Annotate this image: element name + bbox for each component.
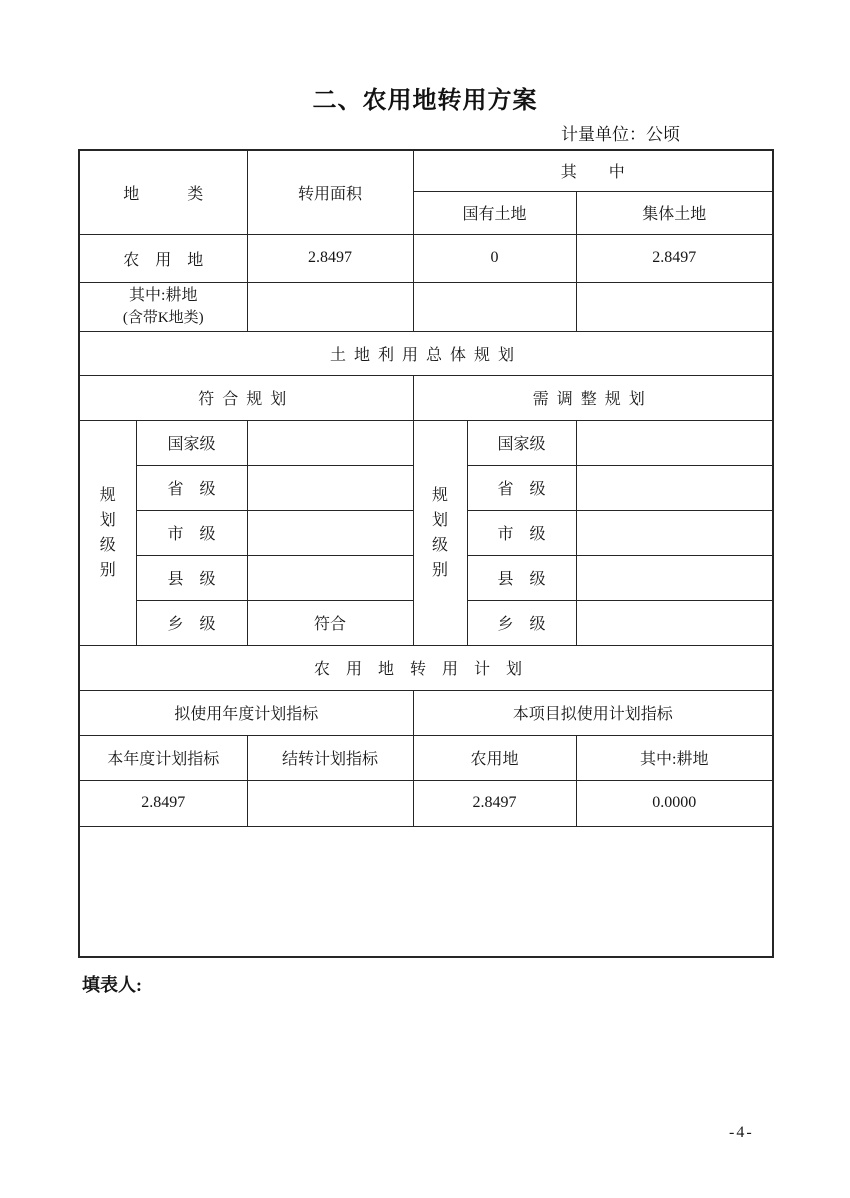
cultivated-value-cell: 0.0000: [576, 780, 773, 826]
adjust-level-axis-label: 规划级别: [432, 486, 449, 579]
cultivated-label-line2: (含带K地类): [122, 309, 204, 326]
comply-level-axis-label: 规划级别: [99, 486, 116, 579]
notes-empty-cell: [79, 826, 773, 957]
conversion-plan-title-row: [79, 645, 773, 690]
cultivated-state-cell: [413, 282, 576, 331]
adjust-county-value-cell: [576, 555, 773, 600]
level-row-national: [79, 420, 773, 465]
agricultural-land-row: [79, 234, 773, 282]
comply-county-label-cell: 县 级: [136, 555, 247, 600]
adjust-province-value-cell: [576, 465, 773, 510]
comply-header-cell: 符合规划: [79, 375, 413, 420]
agricultural-col-cell: 农用地: [413, 735, 576, 780]
cultivated-col-cell: 其中:耕地: [576, 735, 773, 780]
header-row-1: [79, 150, 773, 191]
adjust-city-value-cell: [576, 510, 773, 555]
adjust-national-label-cell: 国家级: [467, 420, 576, 465]
agricultural-value-cell: 2.8497: [413, 780, 576, 826]
quota-columns-row: [79, 735, 773, 780]
overall-plan-title-cell: 土地利用总体规划: [79, 331, 773, 375]
land-conversion-table: [78, 149, 774, 958]
comply-township-label-cell: 乡 级: [136, 600, 247, 645]
comply-county-value-cell: [247, 555, 413, 600]
page-title: 二、农用地转用方案: [312, 87, 538, 114]
unit-label: 计量单位：公顷: [561, 125, 680, 144]
adjust-township-value-cell: [576, 600, 773, 645]
conversion-area-header-cell: 转用面积: [247, 150, 413, 234]
cultivated-label-cell: [79, 282, 247, 331]
annual-indicator-value-cell: 2.8497: [79, 780, 247, 826]
agricultural-label-cell: 农 用 地: [79, 234, 247, 282]
comply-province-label-cell: 省 级: [136, 465, 247, 510]
agricultural-state-cell: 0: [413, 234, 576, 282]
cultivated-collective-cell: [576, 282, 773, 331]
comply-national-label-cell: 国家级: [136, 420, 247, 465]
comply-city-label-cell: 市 级: [136, 510, 247, 555]
form-filler-label: 填表人:: [82, 975, 142, 995]
cultivated-land-row: [79, 282, 773, 331]
adjust-header-cell: 需调整规划: [413, 375, 773, 420]
project-quota-header-cell: 本项目拟使用计划指标: [413, 690, 773, 735]
among-which-header-cell: 其 中: [413, 150, 773, 191]
adjust-county-label-cell: 县 级: [467, 555, 576, 600]
quota-header-row: [79, 690, 773, 735]
adjust-national-value-cell: [576, 420, 773, 465]
carryover-indicator-col-cell: 结转计划指标: [247, 735, 413, 780]
comply-level-axis-cell: [79, 420, 136, 645]
carryover-indicator-value-cell: [247, 780, 413, 826]
comply-city-value-cell: [247, 510, 413, 555]
annual-quota-header-cell: 拟使用年度计划指标: [79, 690, 413, 735]
comply-national-value-cell: [247, 420, 413, 465]
cultivated-label-line1: 其中:耕地: [129, 286, 198, 304]
agricultural-collective-cell: 2.8497: [576, 234, 773, 282]
land-class-header-cell: 地 类: [79, 150, 247, 234]
notes-row: [79, 826, 773, 957]
annual-indicator-col-cell: 本年度计划指标: [79, 735, 247, 780]
cultivated-label-text: [82, 284, 245, 330]
cultivated-total-cell: [247, 282, 413, 331]
adjust-province-label-cell: 省 级: [467, 465, 576, 510]
adjust-township-label-cell: 乡 级: [467, 600, 576, 645]
quota-values-row: [79, 780, 773, 826]
overall-plan-title-row: [79, 331, 773, 375]
adjust-city-label-cell: 市 级: [467, 510, 576, 555]
conversion-plan-title-cell: 农用地转用计划: [79, 645, 773, 690]
state-land-header-cell: 国有土地: [413, 191, 576, 234]
collective-land-header-cell: 集体土地: [576, 191, 773, 234]
page-number: -4-: [729, 1124, 754, 1141]
plan-subheader-row: [79, 375, 773, 420]
agricultural-total-cell: 2.8497: [247, 234, 413, 282]
comply-township-value-cell: 符合: [247, 600, 413, 645]
comply-province-value-cell: [247, 465, 413, 510]
adjust-level-axis-cell: [413, 420, 467, 645]
